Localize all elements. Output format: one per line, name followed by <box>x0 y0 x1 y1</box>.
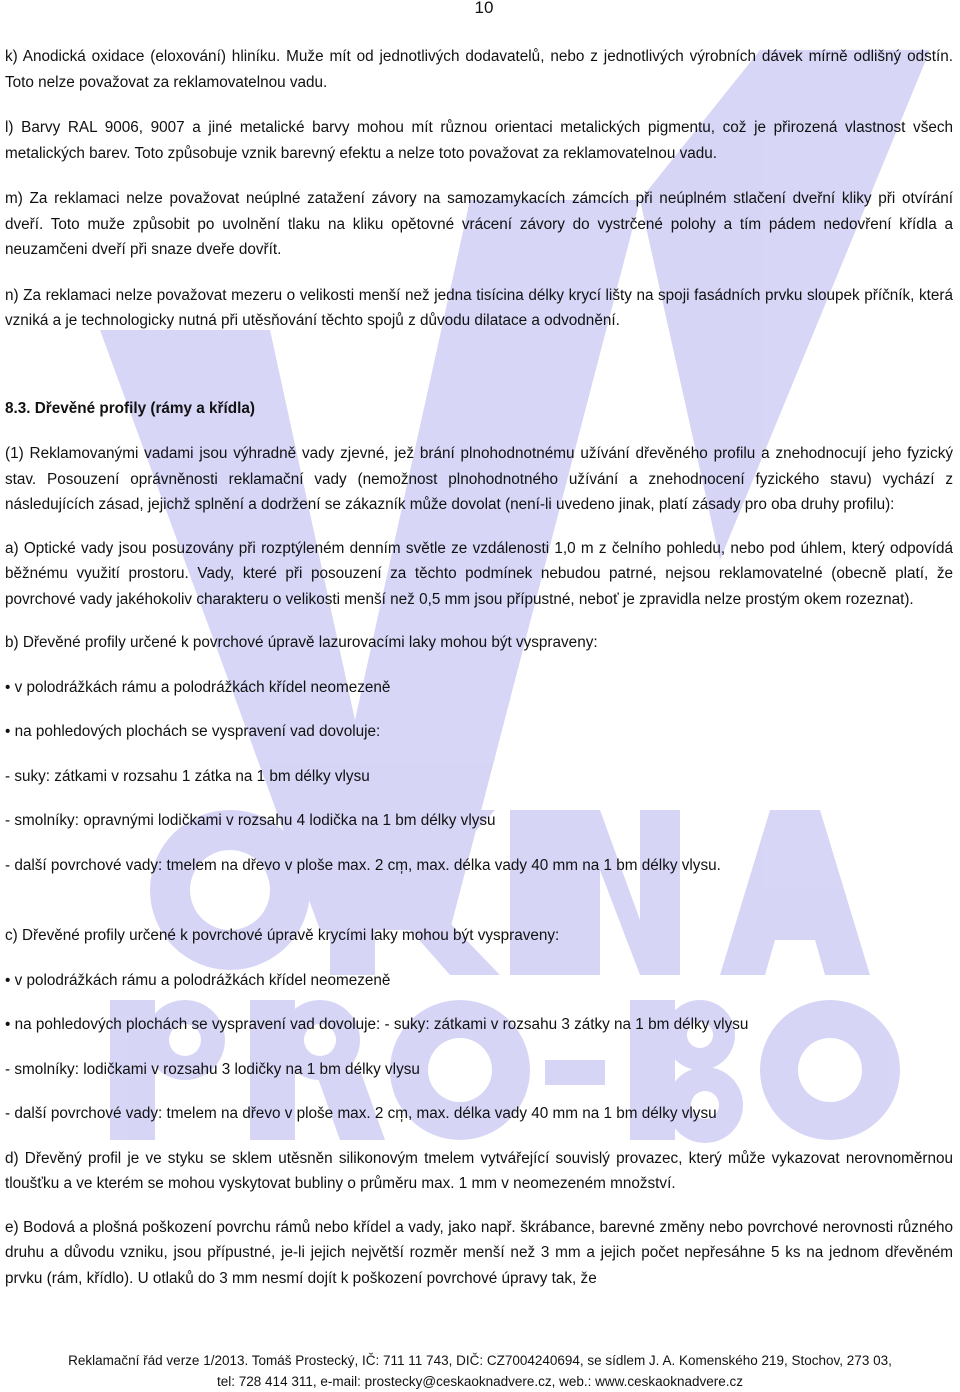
list-item: - další povrchové vady: tmelem na dřevo v ploše max. 2 cm̦, max. délka vady 40 mm na 1 bm délky vlysu <box>5 1105 717 1122</box>
paragraph-l: l) Barvy RAL 9006, 9007 a jiné metalické barvy mohou mít různou orientaci metalických pigmentu, což je přirozená vlastnost všech metalických barev. Toto způsobuje vznik barevný efektu a nelze toto považovat za reklamovatelnou vadu. <box>5 119 953 162</box>
paragraph-m: m) Za reklamaci nelze považovat neúplné zatažení závory na samozamykacích zámcích při neúplném stlačení dveřní kliky při otvírání dveří. Toto muže způsobit po uvolnění tlaku na kliku opětovné vrácení závory do vystrčené polohy a tím pádem nedovření křídla a neuzamčeni dveří při snaze dveře dovřít. <box>5 190 953 258</box>
paragraph-k: k) Anodická oxidace (eloxování) hliníku. Muže mít od jednotlivých dodavatelů, nebo z jednotlivých výrobních dávek mírně odlišný odstín. Toto nelze považovat za reklamovatelnou vadu. <box>5 48 953 91</box>
list-item: - další povrchové vady: tmelem na dřevo v ploše max. 2 cm̦, max. délka vady 40 mm na 1 bm délky vlysu. <box>5 856 721 874</box>
document-body <box>5 44 953 1291</box>
list-item: - smolníky: opravnými lodičkami v rozsahu 4 lodička na 1 bm délky vlysu <box>5 812 496 829</box>
list-item: • na pohledových plochách se vyspravení vad dovoluje: <box>5 723 381 740</box>
page-footer <box>0 1350 960 1392</box>
list-item: • na pohledových plochách se vyspravení vad dovoluje: - suky: zátkami v rozsahu 3 zátky na 1 bm délky vlysu <box>5 1016 749 1033</box>
paragraph-b: b) Dřevěné profily určené k povrchové úpravě lazurovacími laky mohou být vyspraveny: <box>5 634 598 651</box>
paragraph-a: a) Optické vady jsou posuzovány při rozptýleném denním světle ze vzdálenosti 1,0 m z čelního pohledu, nebo pod úhlem, který odpovídá běžnému využití prostoru. Vady, které při posouzení za těchto podmínek nebudou patrné, nejsou reklamovatelné (obecně platí, že povrchové vady jakéhokoliv charakteru o velikosti menší než 0,5 mm jsou přípustné, neboť je zpravidla nelze prostým okem rozeznat). <box>5 539 953 608</box>
section-heading: 8.3. Dřevěné profily (rámy a křídla) <box>5 399 255 417</box>
list-item: - suky: zátkami v rozsahu 1 zátka na 1 bm délky vlysu <box>5 767 370 785</box>
paragraph-e: e) Bodová a plošná poškození povrchu rámů nebo křídel a vady, jako např. škrábance, barevné změny nebo povrchové nerovnosti různého druhu a důvodu vzniku, jsou přípustné, je-li jejich největší rozměr menší než 3 mm a jejich počet nepřesáhne 5 ks na jednom dřevěném prvku (rám, křídlo). U otlaků do 3 mm nesmí dojít k poškození povrchové úpravy tak, že <box>5 1218 953 1287</box>
paragraph-1: (1) Reklamovanými vadami jsou výhradně vady zjevné, jež brání plnohodnotnému užívání dřevěného profilu a znehodnocují jeho fyzický stav. Posouzení oprávněnosti reklamační vady (nemožnost plnohodnotného užívání a znehodnocení fyzického stavu) vychází z následujících zásad, jejichž splnění a dodržení se zákazník může dovolat (není-li uvedeno jinak, platí zásady pro oba druhy profilu): <box>5 445 953 513</box>
list-item: • v polodrážkách rámu a polodrážkách křídel neomezeně <box>5 971 391 989</box>
list-item: • v polodrážkách rámu a polodrážkách křídel neomezeně <box>5 678 391 696</box>
page-number: 10 <box>474 0 494 17</box>
paragraph-c: c) Dřevěné profily určené k povrchové úpravě krycími laky mohou být vyspraveny: <box>5 927 560 944</box>
paragraph-n: n) Za reklamaci nelze považovat mezeru o velikosti menší než jedna tisícina délky krycí lišty na spoji fasádních prvku sloupek příčník, která vzniká a je technologicky nutná při utěsňování těchto spojů z důvodu dilatace a odvodnění. <box>5 286 953 329</box>
list-item: - smolníky: lodičkami v rozsahu 3 lodičky na 1 bm délky vlysu <box>5 1060 420 1078</box>
footer-line-1: Reklamační řád verze 1/2013. Tomáš Prostecký, IČ: 711 11 743, DIČ: CZ7004240694, se sídlem J. A. Komenského 219, Stochov, 273 03, <box>68 1353 892 1368</box>
footer-line-2: tel: 728 414 311, e-mail: prostecky@ceskaoknadvere.cz, web.: www.ceskaoknadvere.cz <box>217 1374 743 1389</box>
paragraph-d: d) Dřevěný profil je ve styku se sklem utěsněn silikonovým tmelem vytvářející souvislý provazec, který může vykazovat nerovnoměrnou tloušťku a ve kterém se mohou vyskytovat bubliny o průměru max. 1 mm v neomezeném množství. <box>5 1149 953 1192</box>
